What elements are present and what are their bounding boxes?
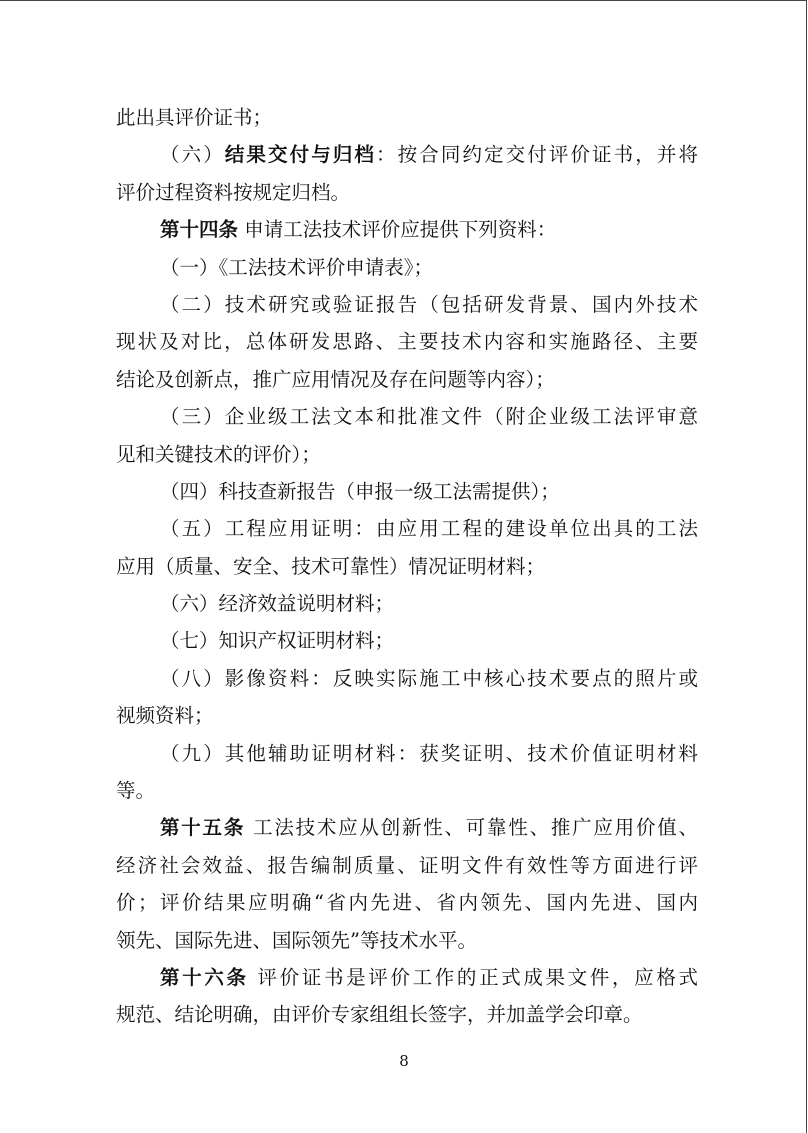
text-line: 见和关键技术的评价）；: [116, 442, 321, 466]
text-line: 视频资料；: [116, 704, 214, 728]
article-number: 第十六条: [160, 965, 249, 989]
text-line: 经济社会效益、报告编制质量、证明文件有效性等方面进行评: [116, 853, 698, 877]
text-line: 现状及对比，总体研发思路、主要技术内容和实施路径、主要: [116, 330, 698, 354]
text-line: 规范、结论明确，由评价专家组组长签字，并加盖学会印章。: [116, 1003, 643, 1027]
text-line: 价；评价结果应明确“省内先进、省内领先、国内先进、国内: [116, 891, 698, 915]
text-line: [116, 136, 698, 173]
article-number: 第十五条: [160, 816, 246, 840]
text-line: 此出具评价证书；: [116, 106, 273, 129]
article-text: 工法技术应从创新性、可靠性、推广应用价值、: [245, 816, 698, 840]
text-line: （九）其他辅助证明材料：获奖证明、技术价值证明材料: [160, 741, 698, 765]
document-body: [116, 99, 698, 1034]
article-number: 第十四条: [160, 218, 239, 242]
text-line: 评价过程资料按规定归档。: [116, 180, 351, 204]
page-top-border: [0, 0, 806, 1]
text-line: 结论及创新点，推广应用情况及存在问题等内容）；: [116, 367, 555, 391]
clause-text: ：按合同约定交付评价证书，并将: [376, 143, 698, 167]
page-right-border: [806, 0, 807, 1133]
text-line: （七）知识产权证明材料；: [160, 629, 395, 653]
text-line: （六）经济效益说明材料；: [160, 592, 395, 616]
clause-heading: 结果交付与归档: [224, 143, 377, 167]
text-line: （三）企业级工法文本和批准文件（附企业级工法评审意: [160, 405, 698, 429]
clause-number: （六）: [160, 143, 225, 167]
text-line: （四）科技查新报告（申报一级工法需提供）；: [160, 479, 560, 503]
text-line: （二）技术研究或验证报告（包括研发背景、国内外技术: [160, 292, 698, 316]
text-line: 领先、国际先进、国际领先”等技术水平。: [116, 928, 477, 952]
page-number: 8: [399, 1052, 409, 1070]
text-line: 等。: [116, 779, 156, 803]
text-line: （一）《工法技术评价申请表》；: [160, 255, 434, 279]
text-line: （五）工程应用证明：由应用工程的建设单位出具的工法: [160, 517, 698, 541]
text-line: 应用（质量、安全、技术可靠性）情况证明材料；: [116, 554, 546, 578]
text-line: （八）影像资料：反映实际施工中核心技术要点的照片或: [160, 666, 698, 690]
article-text: 评价证书是评价工作的正式成果文件，应格式: [248, 965, 698, 989]
text-line: [116, 211, 698, 248]
article-text: 申请工法技术评价应提供下列资料：: [238, 218, 557, 242]
text-line: [116, 809, 698, 846]
text-line: [116, 959, 698, 996]
